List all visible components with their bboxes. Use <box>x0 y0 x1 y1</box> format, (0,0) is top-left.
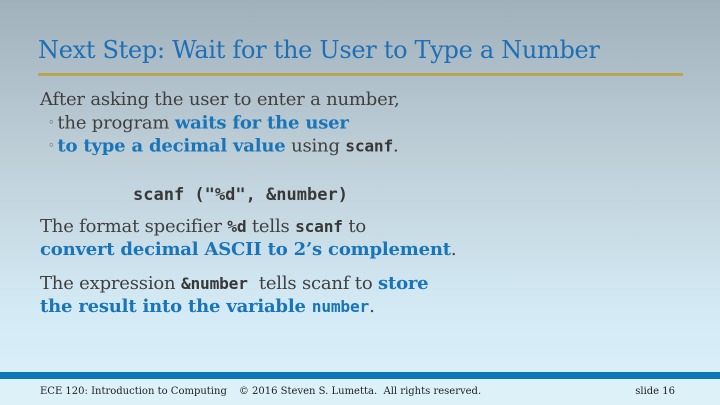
paragraph-intro <box>40 88 400 158</box>
slide-title: Next Step: Wait for the User to Type a Number <box>38 36 600 64</box>
text-segment: convert decimal ASCII to 2’s complement <box>40 239 451 260</box>
footer-slide-number: slide 16 <box>635 386 675 397</box>
text-segment: After asking the user to enter a number, <box>40 89 400 110</box>
text-segment: to type a decimal value <box>57 135 286 157</box>
paragraph-expression <box>40 272 428 318</box>
footer-course-label: ECE 120: Introduction to Computing <box>40 386 227 397</box>
footer-accent-bar <box>0 372 720 379</box>
text-segment: . <box>393 135 399 157</box>
text-segment: number <box>311 297 370 316</box>
text-segment: &number <box>180 274 248 293</box>
text-segment: scanf <box>345 136 394 156</box>
text-segment: to <box>342 216 366 237</box>
bullet-line-decimal <box>40 134 400 157</box>
text-segment: scanf <box>295 217 343 236</box>
text-segment: the result into the variable <box>40 296 312 317</box>
body-line <box>40 215 456 238</box>
body-line <box>40 295 428 318</box>
text-segment: The format specifier <box>40 216 228 237</box>
bullet-line-waits <box>40 111 400 134</box>
text-segment: using <box>285 135 346 157</box>
text-segment: . <box>369 296 375 317</box>
text-segment: tells <box>246 216 296 237</box>
title-underline <box>38 73 683 76</box>
scanf-code-snippet: scanf ("%d", &number) <box>133 185 348 205</box>
text-segment: . <box>450 239 457 260</box>
text-segment: store <box>378 273 429 294</box>
body-line <box>40 88 400 111</box>
body-line <box>40 272 428 295</box>
footer-copyright: © 2016 Steven S. Lumetta. All rights reserved. <box>238 386 482 397</box>
text-segment: %d <box>227 217 247 236</box>
paragraph-format-specifier <box>40 215 456 261</box>
footer <box>0 379 720 405</box>
text-segment: the program <box>57 112 175 134</box>
text-segment: ◦ <box>48 139 55 153</box>
body-line <box>40 238 456 261</box>
text-segment: ◦ <box>48 116 55 129</box>
text-segment: waits for the user <box>174 112 349 134</box>
text-segment: tells scanf to <box>247 273 379 294</box>
text-segment: The expression <box>40 273 181 294</box>
